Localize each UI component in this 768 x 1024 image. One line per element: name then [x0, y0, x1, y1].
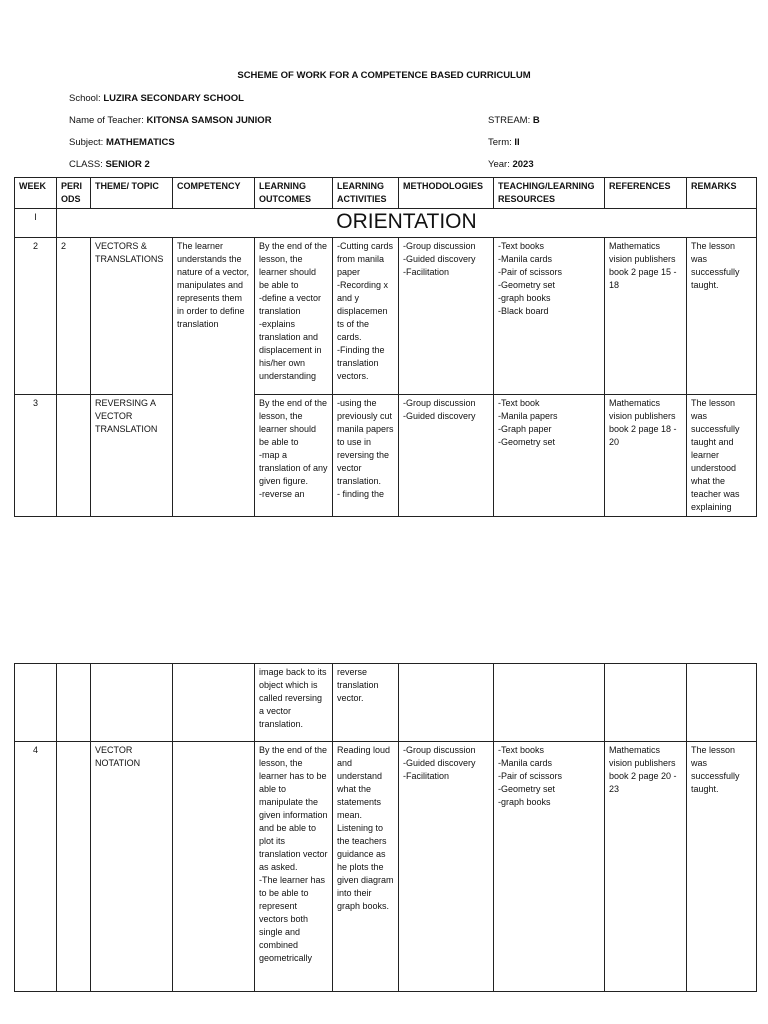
cell-remarks [687, 664, 757, 742]
cell-methodologies: -Group discussion -Guided discovery -Facilitation [399, 238, 494, 395]
cell-resources: -Text books -Manila cards -Pair of scissors -Geometry set -graph books -Black board [494, 238, 605, 395]
header-resources: TEACHING/LEARNING RESOURCES [494, 178, 605, 209]
year-value: 2023 [512, 159, 534, 170]
teacher-label: Name of Teacher: [69, 115, 144, 126]
school-label: School: [69, 93, 101, 104]
scheme-table-page-2 [14, 663, 757, 992]
cell-resources: -Text books -Manila cards -Pair of scissors -Geometry set -graph books [494, 742, 605, 992]
subject-value: MATHEMATICS [105, 137, 175, 148]
cell-competency: The learner understands the nature of a vector, manipulates and represents them in order to define translation [173, 238, 255, 517]
cell-references: Mathematics vision publishers book 2 page 15 - 18 [605, 238, 687, 395]
cell-activities: -Cutting cards from manila paper -Recording x and y displacemen ts of the cards. -Finding the translation vectors. [333, 238, 399, 395]
cell-week: 4 [15, 742, 57, 992]
year-label: Year: [488, 159, 510, 170]
school-line [69, 93, 244, 104]
cell-activities: Reading loud and understand what the statements mean. Listening to the teachers guidance as he plots the given diagram into their graph books. [333, 742, 399, 992]
scheme-table-page-1 [14, 177, 757, 517]
header-row [15, 178, 757, 209]
cell-week: 2 [15, 238, 57, 395]
cell-periods [57, 395, 91, 517]
header-methodologies: METHODOLOGIES [399, 178, 494, 209]
header-week: WEEK [15, 178, 57, 209]
cell-references: Mathematics vision publishers book 2 page 18 - 20 [605, 395, 687, 517]
stream-line [488, 115, 540, 126]
cell-remarks: The lesson was successfully taught. [687, 742, 757, 992]
header-remarks: REMARKS [687, 178, 757, 209]
table-row-week-3 [15, 395, 757, 517]
class-line [69, 159, 150, 170]
teacher-line [69, 115, 272, 126]
cell-outcomes: By the end of the lesson, the learner has to be able to manipulate the given information and be able to plot its translation vector as asked. -The learner has to be able to represent vectors both single and combined geometrically [255, 742, 333, 992]
subject-line [69, 137, 175, 148]
table-row-week-2 [15, 238, 757, 395]
cell-methodologies: -Group discussion -Guided discovery -Facilitation [399, 742, 494, 992]
stream-label: STREAM: [488, 115, 531, 126]
header-outcomes: LEARNING OUTCOMES [255, 178, 333, 209]
cell-methodologies [399, 664, 494, 742]
year-line [488, 159, 534, 170]
cell-remarks: The lesson was successfully taught and learner understood what the teacher was explaining [687, 395, 757, 517]
cell-resources [494, 664, 605, 742]
class-value: SENIOR 2 [105, 159, 150, 170]
header-activities: LEARNING ACTIVITIES [333, 178, 399, 209]
cell-resources: -Text book -Manila papers -Graph paper -Geometry set [494, 395, 605, 517]
cell-theme: REVERSING A VECTOR TRANSLATION [91, 395, 173, 517]
cell-remarks: The lesson was successfully taught. [687, 238, 757, 395]
subject-label: Subject: [69, 137, 104, 148]
header-theme: THEME/ TOPIC [91, 178, 173, 209]
cell-week: 3 [15, 395, 57, 517]
cell-theme: VECTOR NOTATION [91, 742, 173, 992]
cell-methodologies: -Group discussion -Guided discovery [399, 395, 494, 517]
cell-theme: VECTORS & TRANSLATIONS [91, 238, 173, 395]
cell-week: I [15, 209, 57, 238]
cell-references: Mathematics vision publishers book 2 page 20 - 23 [605, 742, 687, 992]
term-label: Term: [488, 137, 512, 148]
orientation-banner: ORIENTATION [57, 209, 757, 238]
cell-theme [91, 664, 173, 742]
cell-outcomes: By the end of the lesson, the learner should be able to -map a translation of any given figure. -reverse an [255, 395, 333, 517]
school-value: LUZIRA SECONDARY SCHOOL [103, 93, 244, 104]
header-periods: PERI ODS [57, 178, 91, 209]
cell-activities: -using the previously cut manila papers to use in reversing the vector translation. - finding the [333, 395, 399, 517]
table-row-orientation [15, 209, 757, 238]
cell-outcomes: image back to its object which is called reversing a vector translation. [255, 664, 333, 742]
cell-activities: reverse translation vector. [333, 664, 399, 742]
term-value: II [514, 137, 520, 148]
table-row-continued [15, 664, 757, 742]
class-label: CLASS: [69, 159, 103, 170]
cell-competency [173, 664, 255, 742]
cell-periods [57, 664, 91, 742]
cell-periods [57, 742, 91, 992]
stream-value: B [532, 115, 540, 126]
cell-outcomes: By the end of the lesson, the learner should be able to -define a vector translation -explains translation and displacement in his/her own understanding [255, 238, 333, 395]
header-competency: COMPETENCY [173, 178, 255, 209]
cell-references [605, 664, 687, 742]
cell-competency [173, 742, 255, 992]
term-line [488, 137, 520, 148]
teacher-value: KITONSA SAMSON JUNIOR [146, 115, 272, 126]
document-title: SCHEME OF WORK FOR A COMPETENCE BASED CURRICULUM [237, 70, 531, 81]
table-row-week-4 [15, 742, 757, 992]
cell-periods: 2 [57, 238, 91, 395]
cell-week [15, 664, 57, 742]
header-references: REFERENCES [605, 178, 687, 209]
